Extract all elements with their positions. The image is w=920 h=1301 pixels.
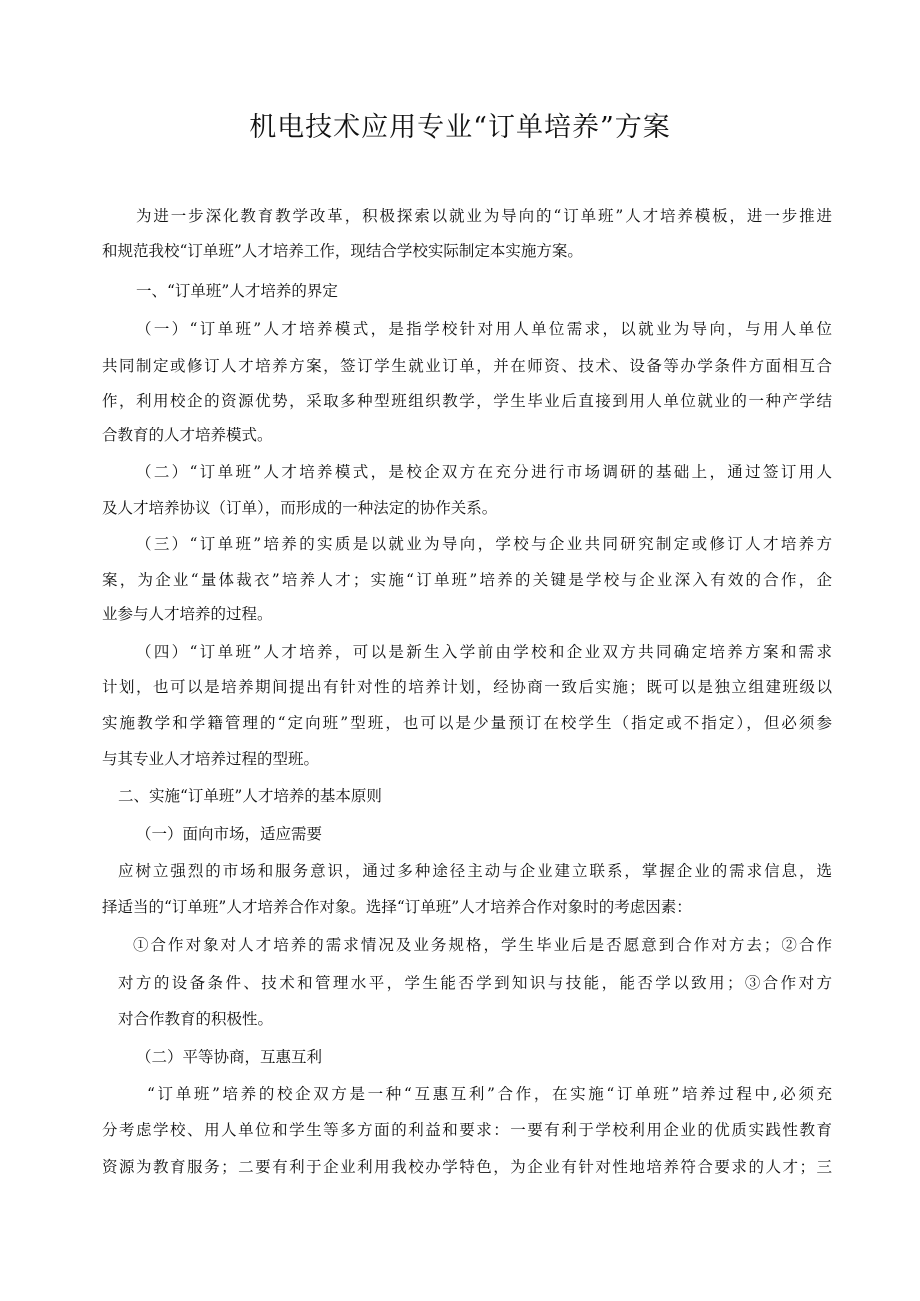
paragraph-line: 应树立强烈的市场和服务意识，通过多种途径主动与企业建立联系，掌握企业的需求信息，选 <box>118 862 832 880</box>
paragraph-line: ①合作对象对人才培养的需求情况及业务规格，学生毕业后是否愿意到合作对方去；②合作 <box>133 936 832 954</box>
paragraph-line: 为进一步深化教育教学改革，积极探索以就业为导向的“订单班”人才培养模板，进一步推进 <box>136 207 832 225</box>
paragraph-line: 及人才培养协议（订单），而形成的一种法定的协作关系。 <box>102 499 498 517</box>
paragraph-line: 与其专业人才培养过程的型班。 <box>102 750 320 768</box>
document-title: 机电技术应用专业“订单培养”方案 <box>249 112 671 143</box>
paragraph-line: 业参与人才培养的过程。 <box>102 605 273 623</box>
paragraph-line: 一、“订单班”人才培养的界定 <box>136 282 338 300</box>
paragraph-line: 分考虑学校、用人单位和学生等多方面的利益和要求：一要有利于学校利用企业的优质实践性教育 <box>102 1121 832 1139</box>
paragraph-line: “订单班”培养的校企双方是一种“互惠互利”合作，在实施“订单班”培养过程中,必须充 <box>147 1085 832 1103</box>
paragraph-line: （一）“订单班”人才培养模式，是指学校针对用人单位需求，以就业为导向，与用人单位 <box>136 320 832 338</box>
paragraph-line: 对合作教育的积极性。 <box>118 1010 274 1028</box>
paragraph-line: 和规范我校“订单班”人才培养工作，现结合学校实际制定本实施方案。 <box>102 242 583 260</box>
paragraph-line: （二）“订单班”人才培养模式，是校企双方在充分进行市场调研的基础上，通过签订用人 <box>136 463 832 481</box>
paragraph-line: 案，为企业“量体裁衣”培养人才；实施“订单班”培养的关键是学校与企业深入有效的合作，企 <box>102 571 832 589</box>
paragraph-line: 实施教学和学籍管理的“定向班”型班，也可以是少量预订在校学生（指定或不指定），但必须参 <box>102 714 832 732</box>
paragraph-line: （二）平等协商，互惠互利 <box>136 1048 323 1066</box>
paragraph-line: 合教育的人才培养模式。 <box>102 426 273 444</box>
paragraph-line: 对方的设备条件、技术和管理水平，学生能否学到知识与技能，能否学以致用；③合作对方 <box>118 974 832 992</box>
paragraph-line: （一）面向市场，适应需要 <box>136 825 323 843</box>
paragraph-line: （四）“订单班”人才培养，可以是新生入学前由学校和企业双方共同确定培养方案和需求 <box>136 643 832 661</box>
paragraph-line: 计划，也可以是培养期间提出有针对性的培养计划，经协商一致后实施；既可以是独立组建班级以 <box>102 678 832 696</box>
paragraph-line: 作，利用校企的资源优势，采取多种型班组织教学，学生毕业后直接到用人单位就业的一种产学结 <box>102 392 832 410</box>
paragraph-line: （三）“订单班”培养的实质是以就业为导向，学校与企业共同研究制定或修订人才培养方 <box>136 535 832 553</box>
paragraph-line: 二、实施“订单班”人才培养的基本原则 <box>118 787 382 805</box>
paragraph-line: 共同制定或修订人才培养方案，签订学生就业订单，并在师资、技术、设备等办学条件方面相互合 <box>102 357 832 375</box>
paragraph-line: 资源为教育服务；二要有利于企业利用我校办学特色，为企业有针对性地培养符合要求的人才；三 <box>102 1158 832 1176</box>
paragraph-line: 择适当的“订单班”人才培养合作对象。选择“订单班”人才培养合作对象时的考虑因素： <box>102 898 692 916</box>
